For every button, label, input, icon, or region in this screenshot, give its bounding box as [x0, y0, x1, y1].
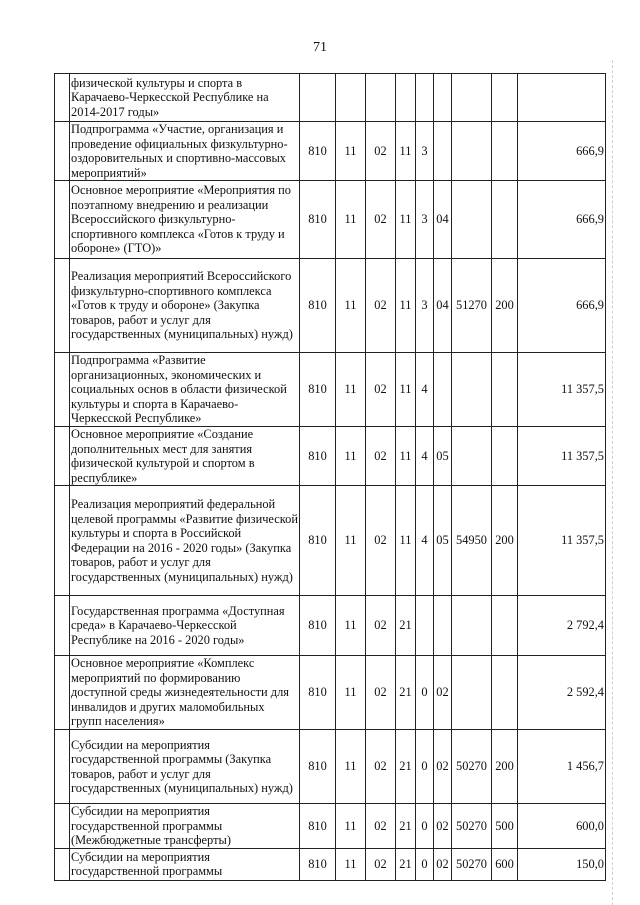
activity-code-cell: 04 [434, 181, 452, 259]
ministry-code-cell: 810 [300, 596, 336, 656]
direction-code-cell: 50270 [452, 730, 492, 804]
direction-code-cell: 51270 [452, 259, 492, 353]
table-row [55, 427, 606, 486]
subsection-code-cell: 02 [366, 353, 396, 427]
section-code-cell [336, 74, 366, 122]
expense-type-cell: 200 [492, 486, 518, 596]
row-index-cell [55, 259, 70, 353]
row-index-cell [55, 804, 70, 849]
row-name-cell: Реализация мероприятий Всероссийского физкультурно-спортивного комплекса «Готов к труду и обороне» (Закупка товаров, работ и услуг для государственных (муниципальных) нужд) [70, 259, 300, 353]
subprogram-code-cell [416, 74, 434, 122]
section-code-cell: 11 [336, 427, 366, 486]
expense-type-cell [492, 596, 518, 656]
amount-cell: 2 792,4 [518, 596, 606, 656]
section-code-cell: 11 [336, 486, 366, 596]
subsection-code-cell: 02 [366, 486, 396, 596]
row-index-cell [55, 122, 70, 181]
subprogram-code-cell: 3 [416, 259, 434, 353]
activity-code-cell [434, 122, 452, 181]
program-code-cell: 21 [396, 730, 416, 804]
row-name-cell: Государственная программа «Доступная среда» в Карачаево-Черкесской Республике на 2016 - 2020 годы» [70, 596, 300, 656]
program-code-cell: 11 [396, 122, 416, 181]
table-row [55, 122, 606, 181]
subsection-code-cell: 02 [366, 656, 396, 730]
row-name-cell: Основное мероприятие «Мероприятия по поэтапному внедрению и реализации Всероссийского физкультурно-спортивного комплекса «Готов к труду и обороне» (ГТО)» [70, 181, 300, 259]
subprogram-code-cell: 0 [416, 804, 434, 849]
row-index-cell [55, 730, 70, 804]
amount-cell: 666,9 [518, 181, 606, 259]
section-code-cell: 11 [336, 848, 366, 880]
row-index-cell [55, 427, 70, 486]
ministry-code-cell: 810 [300, 804, 336, 849]
row-name-cell: Субсидии на мероприятия государственной программы (Межбюджетные трансферты) [70, 804, 300, 849]
subsection-code-cell: 02 [366, 804, 396, 849]
activity-code-cell: 02 [434, 804, 452, 849]
subprogram-code-cell: 3 [416, 122, 434, 181]
direction-code-cell: 54950 [452, 486, 492, 596]
ministry-code-cell: 810 [300, 730, 336, 804]
expense-type-cell [492, 122, 518, 181]
page-fold-line [612, 60, 613, 905]
program-code-cell: 21 [396, 596, 416, 656]
section-code-cell: 11 [336, 181, 366, 259]
activity-code-cell [434, 353, 452, 427]
subprogram-code-cell: 4 [416, 486, 434, 596]
program-code-cell: 11 [396, 353, 416, 427]
expense-type-cell [492, 656, 518, 730]
table-row [55, 730, 606, 804]
direction-code-cell [452, 596, 492, 656]
direction-code-cell: 50270 [452, 804, 492, 849]
row-name-cell: Основное мероприятие «Создание дополнительных мест для занятия физической культурой и спортом в республике» [70, 427, 300, 486]
row-index-cell [55, 656, 70, 730]
amount-cell: 2 592,4 [518, 656, 606, 730]
subsection-code-cell: 02 [366, 730, 396, 804]
section-code-cell: 11 [336, 353, 366, 427]
amount-cell: 150,0 [518, 848, 606, 880]
budget-table [54, 73, 606, 881]
program-code-cell [396, 74, 416, 122]
program-code-cell: 11 [396, 427, 416, 486]
expense-type-cell: 200 [492, 259, 518, 353]
subprogram-code-cell: 4 [416, 427, 434, 486]
ministry-code-cell: 810 [300, 259, 336, 353]
subsection-code-cell: 02 [366, 848, 396, 880]
table-row [55, 848, 606, 880]
activity-code-cell: 02 [434, 656, 452, 730]
program-code-cell: 11 [396, 259, 416, 353]
program-code-cell: 21 [396, 804, 416, 849]
section-code-cell: 11 [336, 596, 366, 656]
row-name-cell: Основное мероприятие «Комплекс мероприятий по формированию доступной среды жизнедеятельности для инвалидов и других маломобильных групп населения» [70, 656, 300, 730]
subprogram-code-cell: 3 [416, 181, 434, 259]
amount-cell: 1 456,7 [518, 730, 606, 804]
table-row [55, 804, 606, 849]
ministry-code-cell: 810 [300, 181, 336, 259]
subprogram-code-cell: 4 [416, 353, 434, 427]
program-code-cell: 11 [396, 486, 416, 596]
activity-code-cell: 02 [434, 730, 452, 804]
table-row [55, 74, 606, 122]
row-name-cell: Подпрограмма «Развитие организационных, экономических и социальных основ в области физической культуры и спорта в Карачаево-Черкесской Республике» [70, 353, 300, 427]
program-code-cell: 21 [396, 848, 416, 880]
amount-cell [518, 74, 606, 122]
subprogram-code-cell: 0 [416, 656, 434, 730]
row-name-cell: Реализация мероприятий федеральной целевой программы «Развитие физической культуры и спорта в Российской Федерации на 2016 - 2020 годы» (Закупка товаров, работ и услуг для государственных (муниципальных) нужд) [70, 486, 300, 596]
page-number: 71 [313, 40, 327, 55]
activity-code-cell: 05 [434, 486, 452, 596]
ministry-code-cell: 810 [300, 848, 336, 880]
row-name-cell: Субсидии на мероприятия государственной программы (Закупка товаров, работ и услуг для государственных (муниципальных) нужд) [70, 730, 300, 804]
activity-code-cell [434, 74, 452, 122]
subsection-code-cell: 02 [366, 181, 396, 259]
activity-code-cell [434, 596, 452, 656]
row-index-cell [55, 596, 70, 656]
program-code-cell: 11 [396, 181, 416, 259]
subprogram-code-cell: 0 [416, 730, 434, 804]
amount-cell: 666,9 [518, 122, 606, 181]
amount-cell: 11 357,5 [518, 486, 606, 596]
table-row [55, 656, 606, 730]
direction-code-cell [452, 74, 492, 122]
table-row [55, 353, 606, 427]
ministry-code-cell: 810 [300, 656, 336, 730]
expense-type-cell [492, 353, 518, 427]
row-index-cell [55, 486, 70, 596]
expense-type-cell [492, 427, 518, 486]
amount-cell: 11 357,5 [518, 353, 606, 427]
activity-code-cell: 05 [434, 427, 452, 486]
direction-code-cell [452, 656, 492, 730]
direction-code-cell [452, 427, 492, 486]
row-index-cell [55, 181, 70, 259]
direction-code-cell: 50270 [452, 848, 492, 880]
activity-code-cell: 04 [434, 259, 452, 353]
table-row [55, 596, 606, 656]
amount-cell: 600,0 [518, 804, 606, 849]
expense-type-cell: 200 [492, 730, 518, 804]
table-row [55, 486, 606, 596]
table-row [55, 181, 606, 259]
subprogram-code-cell [416, 596, 434, 656]
subsection-code-cell [366, 74, 396, 122]
row-name-cell: Субсидии на мероприятия государственной программы [70, 848, 300, 880]
row-index-cell [55, 353, 70, 427]
direction-code-cell [452, 181, 492, 259]
amount-cell: 666,9 [518, 259, 606, 353]
direction-code-cell [452, 122, 492, 181]
expense-type-cell [492, 74, 518, 122]
expense-type-cell: 600 [492, 848, 518, 880]
section-code-cell: 11 [336, 656, 366, 730]
ministry-code-cell [300, 74, 336, 122]
amount-cell: 11 357,5 [518, 427, 606, 486]
subsection-code-cell: 02 [366, 259, 396, 353]
row-name-cell: Подпрограмма «Участие, организация и проведение официальных физкультурно-оздоровительных и спортивно-массовых мероприятий» [70, 122, 300, 181]
expense-type-cell: 500 [492, 804, 518, 849]
section-code-cell: 11 [336, 259, 366, 353]
ministry-code-cell: 810 [300, 427, 336, 486]
subsection-code-cell: 02 [366, 427, 396, 486]
section-code-cell: 11 [336, 122, 366, 181]
ministry-code-cell: 810 [300, 122, 336, 181]
table-row [55, 259, 606, 353]
subprogram-code-cell: 0 [416, 848, 434, 880]
row-index-cell [55, 74, 70, 122]
ministry-code-cell: 810 [300, 486, 336, 596]
row-index-cell [55, 848, 70, 880]
expense-type-cell [492, 181, 518, 259]
section-code-cell: 11 [336, 730, 366, 804]
program-code-cell: 21 [396, 656, 416, 730]
subsection-code-cell: 02 [366, 122, 396, 181]
activity-code-cell: 02 [434, 848, 452, 880]
subsection-code-cell: 02 [366, 596, 396, 656]
ministry-code-cell: 810 [300, 353, 336, 427]
direction-code-cell [452, 353, 492, 427]
row-name-cell: физической культуры и спорта в Карачаево-Черкесской Республике на 2014-2017 годы» [70, 74, 300, 122]
section-code-cell: 11 [336, 804, 366, 849]
